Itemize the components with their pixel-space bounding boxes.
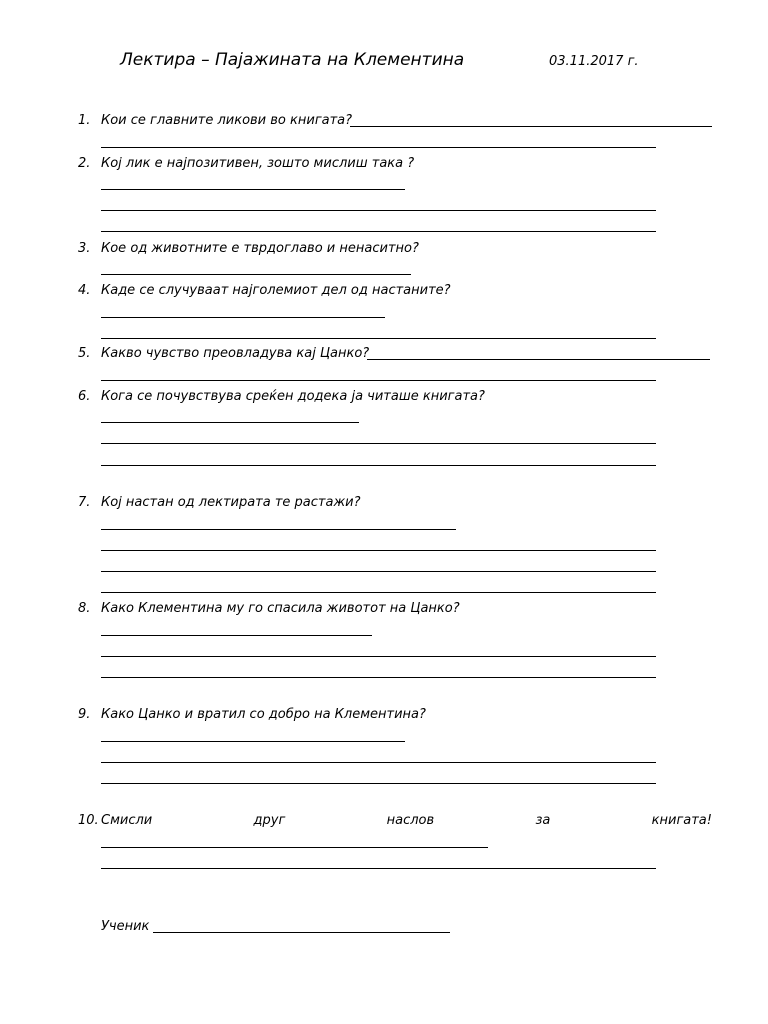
student-name-line[interactable] <box>153 932 450 933</box>
answer-line[interactable] <box>101 529 456 530</box>
question-number: 9. <box>78 707 91 722</box>
answer-line[interactable] <box>101 571 656 572</box>
answer-line[interactable] <box>101 592 656 593</box>
question-text: Кој лик е најпозитивен, зошто мислиш така ? <box>101 156 415 171</box>
answer-line[interactable] <box>101 847 488 848</box>
answer-line[interactable] <box>101 741 405 742</box>
question-text: Кои се главните ликови во книгата? <box>101 113 353 128</box>
answer-line[interactable] <box>101 762 656 763</box>
date-label: 03.11.2017 г. <box>549 54 639 69</box>
question-number: 7. <box>78 495 91 510</box>
question-number: 10. <box>78 813 99 828</box>
question-text: Како Цанко и вратил со добро на Клементина? <box>101 707 426 722</box>
question-number: 2. <box>78 156 91 171</box>
question-text: Кој настан од лектирата те растажи? <box>101 495 361 510</box>
question-text: Кога се почувствува среќен додека ја читаше книгата? <box>101 389 485 404</box>
answer-line[interactable] <box>350 126 712 127</box>
question-text: Кое од животните е тврдоглаво и ненаситно? <box>101 241 419 256</box>
answer-line[interactable] <box>101 189 405 190</box>
answer-line[interactable] <box>101 274 411 275</box>
question-word: книгата! <box>651 813 712 828</box>
question-number: 5. <box>78 346 91 361</box>
answer-line[interactable] <box>101 677 656 678</box>
answer-line[interactable] <box>101 656 656 657</box>
answer-line[interactable] <box>101 147 656 148</box>
question-text: Како Клементина му го спасила животот на Цанко? <box>101 601 460 616</box>
question-text: Каде се случуваат најголемиот дел од настаните? <box>101 283 451 298</box>
answer-line[interactable] <box>101 317 385 318</box>
question-word: за <box>535 813 551 828</box>
student-label: Ученик <box>101 919 150 934</box>
answer-line[interactable] <box>101 210 656 211</box>
answer-line[interactable] <box>367 359 710 360</box>
answer-line[interactable] <box>101 443 656 444</box>
question-word: друг <box>253 813 286 828</box>
answer-line[interactable] <box>101 422 359 423</box>
question-word: наслов <box>386 813 435 828</box>
answer-line[interactable] <box>101 550 656 551</box>
page-title: Лектира – Пајажината на Клементина <box>120 50 465 70</box>
question-text <box>101 813 712 829</box>
answer-line[interactable] <box>101 231 656 232</box>
question-text: Какво чувство преовладува кај Цанко? <box>101 346 370 361</box>
answer-line[interactable] <box>101 380 656 381</box>
answer-line[interactable] <box>101 783 656 784</box>
question-number: 4. <box>78 283 91 298</box>
question-word: Смисли <box>101 813 153 828</box>
question-number: 1. <box>78 113 91 128</box>
question-number: 8. <box>78 601 91 616</box>
question-number: 3. <box>78 241 91 256</box>
answer-line[interactable] <box>101 635 372 636</box>
answer-line[interactable] <box>101 338 656 339</box>
question-number: 6. <box>78 389 91 404</box>
answer-line[interactable] <box>101 868 656 869</box>
answer-line[interactable] <box>101 465 656 466</box>
